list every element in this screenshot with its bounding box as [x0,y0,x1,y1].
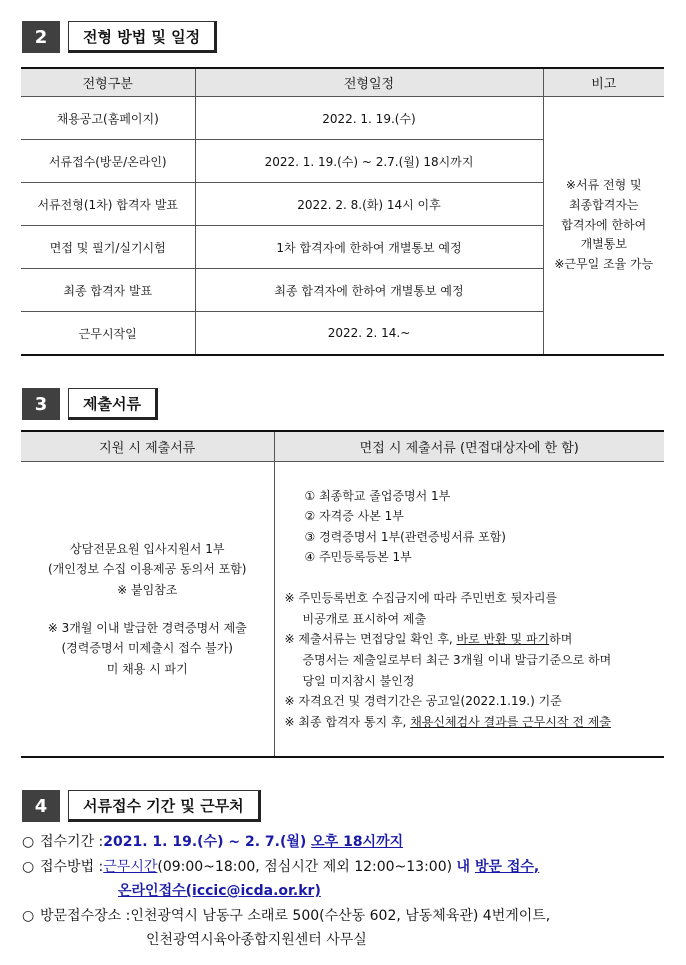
apply-doc-line: 미 채용 시 파기 [106,661,188,676]
section-4-number: 4 [22,790,60,822]
interview-docs-cell [274,462,664,758]
apply-doc-line [22,600,273,618]
section-2-number: 2 [22,21,60,53]
place-row-2 [22,928,550,953]
doc-item: ① 최종학교 졸업증명서 1부 [304,488,451,503]
method-visit-pre: 내 [456,858,475,875]
note-line: 당일 미지참시 불인정 [302,673,415,688]
apply-doc-line: ※ 붙임참조 [117,582,178,597]
note-cell [543,97,664,356]
stage-cell: 면접 및 필기/실기시험 [21,226,195,269]
date-cell: 2022. 1. 19.(수) [195,97,543,140]
note-line: 비공개로 표시하여 제출 [302,611,427,626]
header-date: 전형일정 [195,68,543,97]
stage-cell: 채용공고(홈페이지) [21,97,195,140]
stage-cell: 근무시작일 [21,312,195,356]
stage-cell: 서류전형(1차) 합격자 발표 [21,183,195,226]
section-3-title: 제출서류 [68,388,158,420]
period-value: 2021. 1. 19.(수) ~ 2. 7.(월) [103,834,312,850]
table-row [21,97,664,140]
note-line: 합격자에 한하여 [561,217,647,232]
header-stage: 전형구분 [21,68,195,97]
note-line: ※서류 전형 및 [565,178,642,192]
note-text: ※ 최종 합격자 통지 후, [284,714,411,729]
note-line: 증명서는 제출일로부터 최근 3개월 이내 발급기준으로 하며 [302,652,612,667]
section-2-header [22,21,217,53]
bullet-icon: ○ [22,907,35,924]
period-label: 접수기간 : [40,834,104,850]
return-destroy-text: 바로 반환 및 파기 [456,632,550,647]
stage-cell: 최종 합격자 발표 [21,269,195,312]
schedule-header-row [21,68,664,97]
note-line: ※근무일 조율 가능 [554,257,654,272]
note-line [285,629,657,650]
note-text: ※ 제출서류는 면접당일 확인 후, [284,632,457,647]
period-row [22,830,550,855]
note-line: ※ 자격요건 및 경력기간은 공고일(2022.1.19.) 기준 [284,694,562,709]
health-check-text: 채용신체검사 결과를 근무시작 전 제출 [410,714,611,729]
section-4-title: 서류접수 기간 및 근무처 [68,790,261,822]
method-label: 접수방법 : [40,858,104,875]
apply-doc-line: ※ 3개월 이내 발급한 경력증명서 제출 [47,621,247,635]
place-label: 방문접수장소 : [40,907,131,924]
section-4-header [22,790,261,822]
apply-doc-line: (개인정보 수집 이용제공 동의서 포함) [47,562,247,577]
documents-header-row [21,431,664,462]
schedule-table [21,67,664,356]
note-line: ※ 주민등록번호 수집금지에 따라 주민번호 뒷자리를 [284,591,558,606]
note-text: 하며 [549,632,573,647]
period-deadline: 오후 18시까지 [311,834,404,850]
doc-item: ④ 주민등록등본 1부 [304,550,412,565]
apply-doc-line: 상담전문요원 입사지원서 1부 [70,541,225,556]
section-2-title: 전형 방법 및 일정 [68,21,217,53]
online-submission-link[interactable]: 온라인접수(iccic@icda.or.kr) [118,883,321,899]
place-line-1: 인천광역시 남동구 소래로 500(수산동 602, 남동체육관) 4번게이트, [130,907,551,924]
doc-item: ③ 경력증명서 1부(관련증빙서류 포함) [304,529,506,544]
header-note: 비고 [543,68,664,97]
section-3-number: 3 [22,388,60,420]
bullet-icon: ○ [22,858,35,875]
submission-info [22,830,550,953]
date-cell: 1차 합격자에 한하여 개별통보 예정 [195,226,543,269]
note-line [285,712,657,733]
documents-table [21,430,664,758]
date-cell: 2022. 2. 8.(화) 14시 이후 [195,183,543,226]
place-row [22,904,550,929]
doc-item: ② 자격증 사본 1부 [304,509,404,524]
apply-docs-cell [21,462,274,758]
method-visit: 방문 접수, [474,858,540,875]
table-row [21,462,664,758]
date-cell: 최종 합격자에 한하여 개별통보 예정 [195,269,543,312]
section-3-header [22,388,158,420]
date-cell: 2022. 1. 19.(수) ~ 2.7.(월) 18시까지 [195,140,543,183]
header-interview-docs: 면접 시 제출서류 (면접대상자에 한 함) [274,431,664,462]
apply-doc-line: (경력증명서 미제출시 접수 불가) [61,641,233,656]
method-row [22,855,550,880]
method-online-row [22,879,550,904]
method-hours: (09:00~18:00, 점심시간 제외 12:00~13:00) [157,858,457,875]
method-hours-label: 근무시간 [103,858,158,875]
note-line: 개별통보 [580,237,627,252]
date-cell: 2022. 2. 14.~ [195,312,543,356]
place-line-2: 인천광역시육아종합지원센터 사무실 [146,932,367,948]
header-apply-docs: 지원 시 제출서류 [21,431,274,462]
note-line: 최종합격자는 [568,197,639,212]
bullet-icon: ○ [22,834,35,850]
stage-cell: 서류접수(방문/온라인) [21,140,195,183]
